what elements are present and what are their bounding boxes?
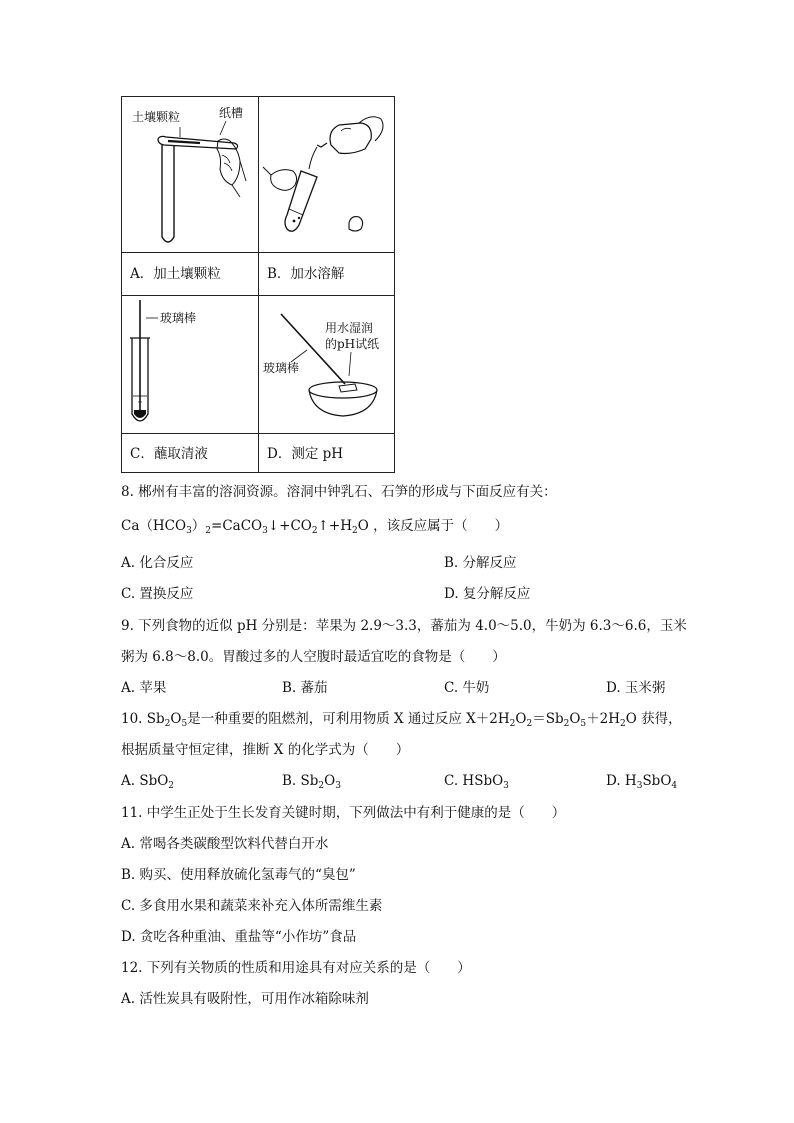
q9-option-a[interactable]: A. 苹果	[121, 680, 167, 696]
q12-stem: 12. 下列有关物质的性质和用途具有对应关系的是（ ）	[121, 960, 471, 976]
caption-d: D．测定 pH	[267, 446, 344, 462]
q10-stem-line2: 根据质量守恒定律，推断 X 的化学式为（ ）	[121, 742, 410, 758]
q8-option-b[interactable]: B. 分解反应	[444, 555, 517, 571]
wet-ph-paper-label-1: 用水湿润	[325, 321, 374, 335]
q10-option-b[interactable]: B. $Sb_2O_3$	[282, 773, 341, 791]
add-soil-particles-illustration	[122, 97, 258, 252]
q8-stem: 8. 郴州有丰富的溶洞资源。溶洞中钟乳石、石笋的形成与下面反应有关：	[121, 484, 557, 500]
q8-option-c[interactable]: C. 置换反应	[121, 586, 194, 602]
q8-option-a[interactable]: A. 化合反应	[121, 555, 194, 571]
caption-c: C．蘸取清液	[130, 446, 208, 462]
q9-option-b[interactable]: B. 蕃茄	[282, 680, 328, 696]
q11-option-a[interactable]: A. 常喝各类碳酸型饮料代替白开水	[121, 836, 329, 852]
measure-ph-illustration	[259, 296, 395, 433]
q11-option-b[interactable]: B. 购买、使用释放硫化氢毒气的“臭包”	[121, 867, 356, 883]
glass-rod-label-d: 玻璃棒	[263, 361, 300, 375]
add-water-dissolve-illustration	[259, 97, 395, 252]
caption-b: B．加水溶解	[267, 266, 345, 282]
table-divider-3	[122, 433, 394, 434]
caption-a: A．加土壤颗粒	[130, 266, 221, 282]
soil-particles-label: 土壤颗粒	[132, 110, 181, 124]
experiment-figure-table	[121, 96, 395, 473]
dip-clear-liquid-illustration	[122, 296, 258, 433]
table-divider-1	[122, 252, 394, 253]
q9-stem-line2: 粥为 6.8～8.0。胃酸过多的人空腹时最适宜吃的食物是（ ）	[121, 649, 506, 665]
q11-option-c[interactable]: C. 多食用水果和蔬菜来补充入体所需维生素	[121, 898, 383, 914]
q9-option-d[interactable]: D. 玉米粥	[606, 680, 666, 696]
q11-stem: 11. 中学生正处于生长发育关键时期，下列做法中有利于健康的是（ ）	[121, 805, 566, 821]
q12-option-a[interactable]: A. 活性炭具有吸附性，可用作冰箱除味剂	[121, 991, 369, 1007]
wet-ph-paper-label-2: 的pH试纸	[325, 337, 380, 351]
q9-stem-line1: 9. 下列食物的近似 pH 分别是：苹果为 2.9～3.3，蕃茄为 4.0～5.0，牛奶为 6.3～6.6，玉米	[121, 618, 687, 634]
q10-option-c[interactable]: C. HSbO$_3$	[444, 773, 509, 791]
q8-equation: $Ca(HCO_3)_2=CaCO_3↓+CO_2↑+H_2O$ ，该反应属于（ ）	[121, 518, 509, 536]
paper-trough-label: 纸槽	[219, 106, 244, 120]
q11-option-d[interactable]: D. 贪吃各种重油、重盐等“小作坊”食品	[121, 929, 357, 945]
q9-option-c[interactable]: C. 牛奶	[444, 680, 490, 696]
glass-rod-label-c: 玻璃棒	[160, 311, 197, 325]
q10-option-d[interactable]: D. $H_3SbO_4$	[606, 773, 678, 791]
q10-stem-line1: 10. $Sb_2O_5$是一种重要的阻燃剂，可利用物质 X 通过反应 $X+2H_2O_2=Sb_2O_5+2H_2O$ 获得，	[121, 711, 682, 729]
q8-option-d[interactable]: D. 复分解反应	[444, 586, 531, 602]
q10-option-a[interactable]: A. SbO$_2$	[121, 773, 175, 791]
